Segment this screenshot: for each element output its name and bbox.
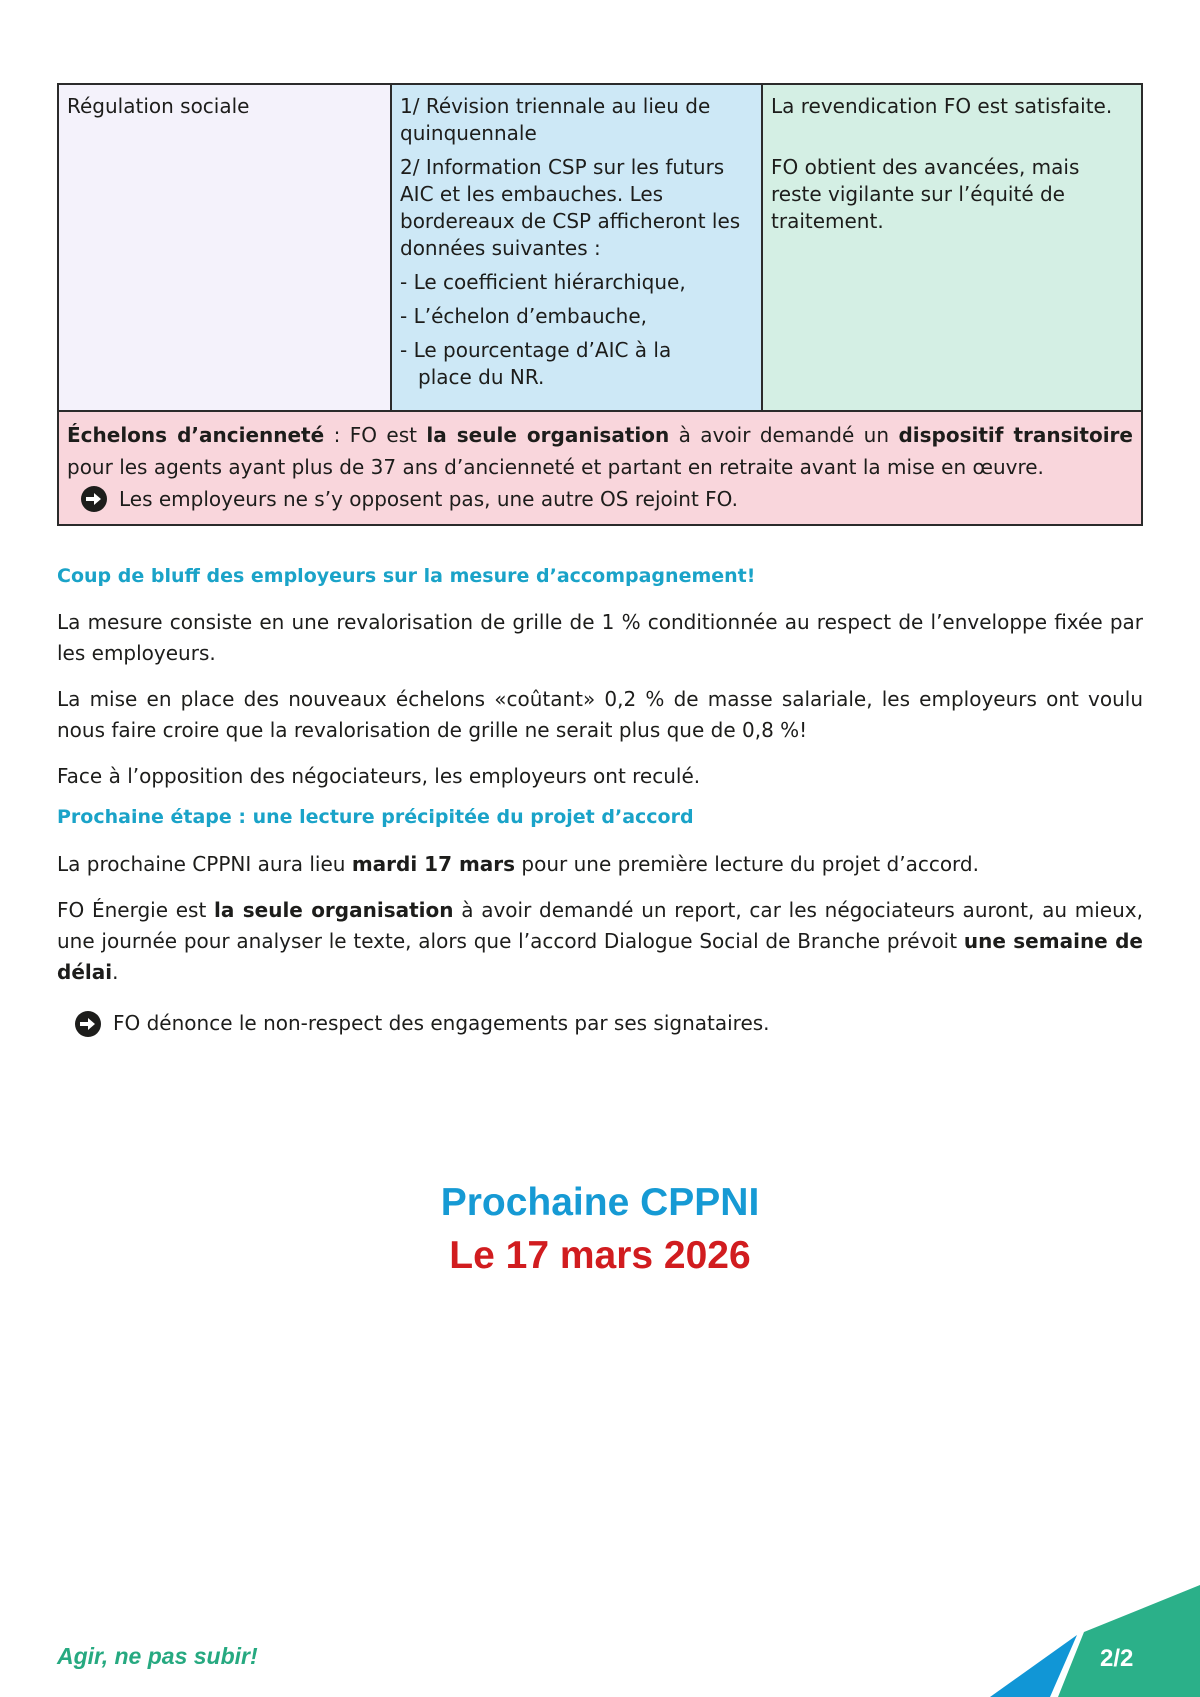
section-heading: Coup de bluff des employeurs sur la mesure d’accompagnement! [57,565,756,587]
measure-item-1: 1/ Révision triennale au lieu de quinquennale [400,94,711,145]
measure-bullet: - L’échelon d’embauche, [400,304,647,328]
section-bluff [57,561,1143,1039]
next-meeting-date: Le 17 mars 2026 [449,1234,751,1277]
measures-cell [392,85,763,410]
assessment-line-2: FO obtient des avancées, mais reste vigilante sur l’équité de traitement. [771,155,1080,233]
negotiation-table [57,83,1143,526]
arrow-right-circle-icon [81,486,107,512]
assessment-cell [763,85,1141,410]
topic-cell [59,85,392,410]
paragraph: Face à l’opposition des négociateurs, les employeurs ont reculé. [57,764,701,788]
page-number: 2/2 [1100,1645,1134,1672]
arrow-right-circle-icon [75,1011,101,1037]
paragraph: La mesure consiste en une revalorisation de grille de 1 % conditionnée au respect de l’enveloppe fixée par les employeurs. [57,610,1143,665]
corner-decoration [990,1557,1200,1697]
seniority-note: Échelons d’ancienneté : FO est la seule organisation à avoir demandé un dispositif transitoire pour les agents ayant plus de 37 ans d’ancienneté et partant en retraite avant la mise en œuvre. [67,423,1133,479]
paragraph: FO Énergie est la seule organisation à avoir demandé un report, car les négociateurs auront, au mieux, une journée pour analyser le texte, alors que l’accord Dialogue Social de Branche prévoit une semaine de délai. [57,898,1143,984]
arrow-note: Les employeurs ne s’y opposent pas, une autre OS rejoint FO. [67,483,1133,515]
measure-bullet: - Le pourcentage d’AIC à la place du NR. [400,338,672,389]
table-row [59,85,1141,410]
topic-label: Régulation sociale [67,94,250,118]
paragraph: La mise en place des nouveaux échelons «coûtant» 0,2 % de masse salariale, les employeurs ont voulu nous faire croire que la revalorisation de grille ne serait plus que de 0,8 %! [57,687,1143,742]
arrow-note: FO dénonce le non-respect des engagements par ses signataires. [57,1008,1143,1039]
section-heading: Prochaine étape : une lecture précipitée du projet d’accord [57,806,694,828]
assessment-line-1: La revendication FO est satisfaite. [771,94,1113,118]
next-meeting-title: Prochaine CPPNI [440,1181,760,1224]
paragraph: La prochaine CPPNI aura lieu mardi 17 mars pour une première lecture du projet d’accord. [57,852,979,876]
table-footer-note [59,410,1141,524]
measure-bullet: - Le coefficient hiérarchique, [400,270,686,294]
slogan: Agir, ne pas subir! [57,1643,258,1669]
measure-item-2: 2/ Information CSP sur les futurs AIC et les embauches. Les bordereaux de CSP afficheront les données suivantes : [400,155,741,260]
